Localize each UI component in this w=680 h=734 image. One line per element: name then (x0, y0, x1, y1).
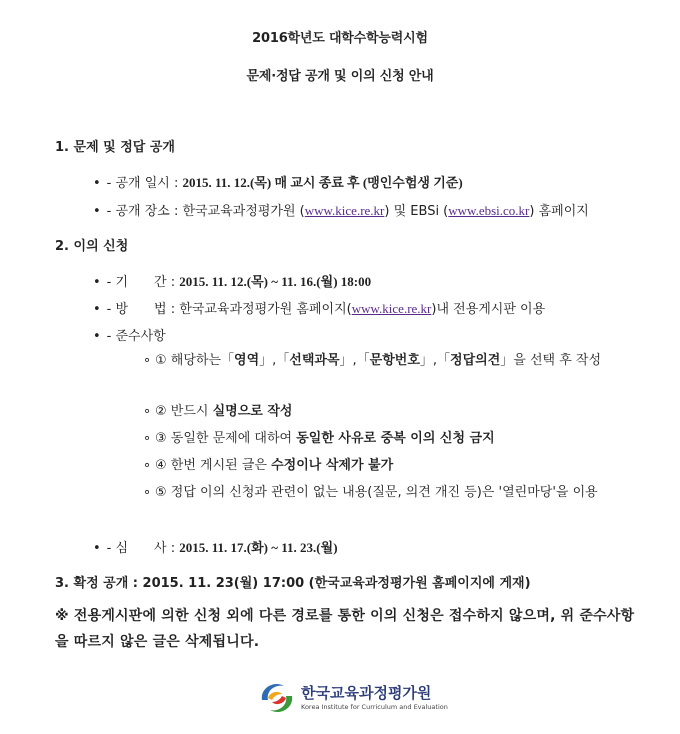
rule-text: 동일한 문제에 대하여 (166, 431, 297, 446)
bullet-icon: • (93, 329, 101, 344)
publish-date-label: - 공개 일시 : (106, 176, 183, 191)
period-label: - 기 간 : (106, 275, 180, 290)
rule-item-3 (143, 427, 495, 451)
rule-text: 」,「 (339, 353, 370, 368)
rule-text: 」,「 (419, 353, 451, 368)
rule-item-2 (143, 400, 293, 424)
rule-item-4 (143, 454, 394, 478)
rule-bold: 실명으로 작성 (212, 404, 293, 419)
bullet-icon: • (93, 541, 101, 556)
method-label: - 방 법 : 한국교육과정평가원 홈페이지( (106, 302, 352, 317)
kice-logo-mark-icon (256, 678, 298, 718)
review-label: - 심 사 : (106, 541, 180, 556)
rule-bold: 선택과목 (289, 353, 340, 368)
bullet-icon: • (93, 302, 101, 317)
rule-number: ③ (155, 431, 167, 446)
kice-method-link[interactable]: www.kice.re.kr (351, 301, 432, 316)
document-title: 2016학년도 대학수학능력시험 (252, 31, 428, 46)
section2-heading: 2. 이의 신청 (55, 239, 129, 254)
rule-text: 반드시 (166, 404, 213, 419)
bullet-icon: • (93, 176, 101, 191)
circle-bullet-icon: ∘ (143, 485, 152, 500)
list-item-rules (93, 325, 166, 344)
rules-label: - 준수사항 (106, 329, 166, 344)
logo-subtitle: Korea Institute for Curriculum and Evaluation (301, 703, 448, 711)
publish-place-label: - 공개 장소 : 한국교육과정평가원 ( (106, 204, 305, 219)
circle-bullet-icon: ∘ (143, 431, 152, 446)
rule-text: 해당하는「 (166, 353, 235, 368)
list-item-method (93, 298, 545, 317)
rule-bold: 동일한 사유로 중복 이의 신청 금지 (296, 431, 495, 446)
notice-text: ※ 전용게시판에 의한 신청 외에 다른 경로를 통한 이의 신청은 접수하지 않으며, 위 준수사항을 따르지 않은 글은 삭제됩니다. (55, 608, 635, 650)
rule-number: ④ (155, 458, 167, 473)
rule-item-1 (143, 349, 602, 373)
review-value: 2015. 11. 17.(화) ~ 11. 23.(월) (179, 540, 338, 555)
bullet-icon: • (93, 275, 101, 290)
circle-bullet-icon: ∘ (143, 404, 152, 419)
rule-number: ② (155, 404, 167, 419)
ebsi-link[interactable]: www.ebsi.co.kr (448, 203, 530, 218)
rule-item-5 (143, 481, 598, 505)
kice-link[interactable]: www.kice.re.kr (304, 203, 385, 218)
rule-bold: 정답의견 (450, 353, 501, 368)
document-subtitle: 문제·정답 공개 및 이의 신청 안내 (246, 69, 434, 84)
list-item-publish-date (93, 172, 463, 191)
circle-bullet-icon: ∘ (143, 458, 152, 473)
publish-date-value: 2015. 11. 12.(목) 매 교시 종료 후 (맹인수험생 기준) (182, 175, 463, 190)
list-item-publish-place (93, 200, 589, 219)
rule-number: ① (155, 353, 167, 368)
section1-heading: 1. 문제 및 정답 공개 (55, 140, 175, 155)
rule-number: ⑤ (155, 485, 167, 500)
circle-bullet-icon: ∘ (143, 353, 152, 368)
list-item-period (93, 271, 371, 290)
publish-place-end: ) 홈페이지 (529, 204, 589, 219)
method-end: )내 전용게시판 이용 (431, 302, 546, 317)
rule-bold: 영역 (234, 353, 260, 368)
list-item-review (93, 537, 338, 556)
publish-place-mid: ) 및 EBSi ( (384, 204, 449, 219)
rule-bold: 수정이나 삭제가 불가 (271, 458, 394, 473)
rule-bold: 문항번호 (369, 353, 420, 368)
rule-text: 」,「 (259, 353, 290, 368)
logo-name: 한국교육과정평가원 (301, 684, 432, 702)
rule-text: 한번 게시된 글은 (166, 458, 272, 473)
rule-text: 」을 선택 후 작성 (500, 353, 602, 368)
rule-text: 정답 이의 신청과 관련이 없는 내용(질문, 의견 개진 등)은 '열린마당'을 이용 (166, 485, 598, 500)
bullet-icon: • (93, 204, 101, 219)
section3-heading: 3. 확정 공개 : 2015. 11. 23(월) 17:00 (한국교육과정평가원 홈페이지에 게재) (55, 576, 531, 591)
period-value: 2015. 11. 12.(목) ~ 11. 16.(월) 18:00 (179, 274, 372, 289)
kice-logo (256, 678, 456, 718)
